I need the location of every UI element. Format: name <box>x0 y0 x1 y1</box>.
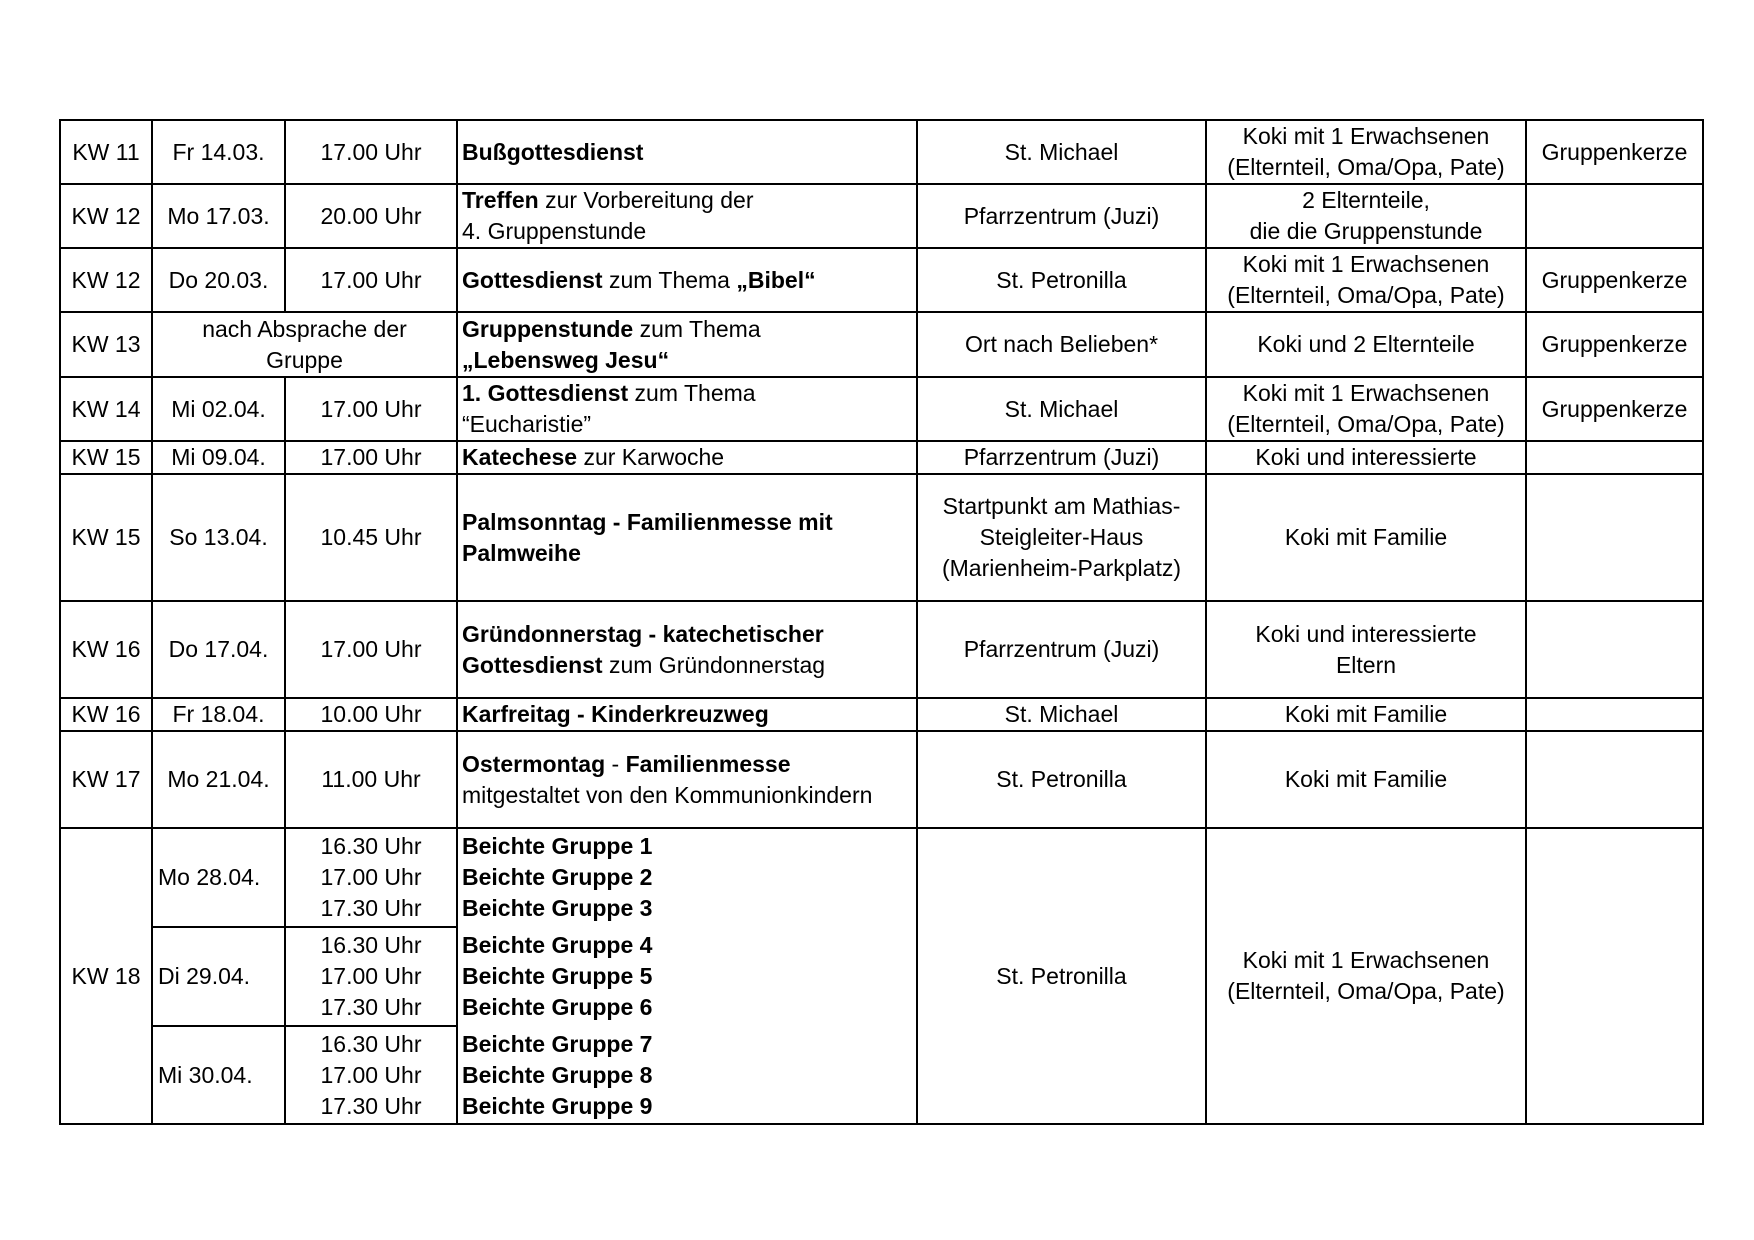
date-cell: Di 29.04. <box>152 927 285 1026</box>
location-cell: Ort nach Belieben* <box>917 312 1206 377</box>
event-text-segment: zum Thema <box>602 266 737 293</box>
week-cell: KW 12 <box>60 248 152 312</box>
time-slot: 16.30 Uhr <box>320 1030 422 1057</box>
event-cell <box>457 698 917 731</box>
week-cell: KW 15 <box>60 441 152 474</box>
week-cell: KW 12 <box>60 184 152 248</box>
participants-cell: 2 Elternteile, die die Gruppenstunde <box>1206 184 1526 248</box>
schedule-row <box>60 248 1703 312</box>
date-cell: Fr 14.03. <box>152 120 285 184</box>
time-list <box>285 1026 457 1124</box>
event-cell <box>457 184 917 248</box>
location-cell: St. Michael <box>917 698 1206 731</box>
beichte-group: Beichte Gruppe 4 <box>462 931 653 958</box>
beichte-group: Beichte Gruppe 7 <box>462 1030 653 1057</box>
participants-cell: Koki mit 1 Erwachsenen (Elternteil, Oma/Opa, Pate) <box>1206 377 1526 441</box>
date-cell: So 13.04. <box>152 474 285 601</box>
location-cell: Pfarrzentrum (Juzi) <box>917 601 1206 698</box>
time-cell: 10.00 Uhr <box>285 698 457 731</box>
location-cell: St. Petronilla <box>917 731 1206 828</box>
time-slot: 16.30 Uhr <box>320 833 422 859</box>
event-cell <box>457 474 917 601</box>
date-cell: Mo 21.04. <box>152 731 285 828</box>
participants-cell: Koki und 2 Elternteile <box>1206 312 1526 377</box>
date-cell: Mi 09.04. <box>152 441 285 474</box>
date-cell: Do 20.03. <box>152 248 285 312</box>
week-cell: KW 11 <box>60 120 152 184</box>
extra-cell <box>1526 731 1703 828</box>
location-cell: Startpunkt am Mathias- Steigleiter-Haus (Marienheim-Parkplatz) <box>917 474 1206 601</box>
date-cell: Mo 17.03. <box>152 184 285 248</box>
event-text-segment: Gründonnerstag - katechetischer Gottesdienst <box>462 620 824 678</box>
date-cell: Mi 02.04. <box>152 377 285 441</box>
event-text-segment: Ostermontag <box>462 750 606 777</box>
extra-cell <box>1526 828 1703 1124</box>
schedule-row <box>60 698 1703 731</box>
event-cell <box>457 312 917 377</box>
beichte-group: Beichte Gruppe 6 <box>462 993 653 1020</box>
week-cell: KW 16 <box>60 601 152 698</box>
participants-cell: Koki mit Familie <box>1206 698 1526 731</box>
time-slot: 17.00 Uhr <box>320 963 422 989</box>
schedule-row <box>60 601 1703 698</box>
event-text-segment: Gottesdienst <box>462 266 603 293</box>
event-cell <box>457 377 917 441</box>
event-text-segment: „Lebensweg Jesu“ <box>462 346 670 373</box>
week-cell: KW 15 <box>60 474 152 601</box>
time-slot: 17.30 Uhr <box>320 895 422 921</box>
time-cell: 17.00 Uhr <box>285 120 457 184</box>
week-cell: KW 14 <box>60 377 152 441</box>
event-text-segment: Treffen <box>462 187 539 213</box>
week-cell: KW 18 <box>60 828 152 1124</box>
time-cell: 20.00 Uhr <box>285 184 457 248</box>
participants-cell: Koki mit 1 Erwachsenen (Elternteil, Oma/Opa, Pate) <box>1206 120 1526 184</box>
date-cell: Fr 18.04. <box>152 698 285 731</box>
extra-cell <box>1526 441 1703 474</box>
beichte-group: Beichte Gruppe 3 <box>462 894 653 921</box>
schedule-row <box>60 474 1703 601</box>
time-cell: 17.00 Uhr <box>285 248 457 312</box>
event-text-segment: Familienmesse <box>625 750 791 777</box>
participants-cell: Koki mit Familie <box>1206 731 1526 828</box>
time-list <box>285 927 457 1026</box>
time-cell: 17.00 Uhr <box>285 377 457 441</box>
participants-cell: Koki mit 1 Erwachsenen (Elternteil, Oma/Opa, Pate) <box>1206 248 1526 312</box>
event-text-segment: Palmsonntag - Familienmesse mit Palmweihe <box>462 508 833 566</box>
event-text-segment: zur Vorbereitung der 4. Gruppenstunde <box>462 187 754 244</box>
week-cell: KW 16 <box>60 698 152 731</box>
extra-cell <box>1526 184 1703 248</box>
location-cell: St. Michael <box>917 377 1206 441</box>
location-cell: St. Petronilla <box>917 248 1206 312</box>
extra-cell <box>1526 698 1703 731</box>
event-cell <box>457 731 917 828</box>
week-cell: KW 17 <box>60 731 152 828</box>
extra-cell: Gruppenkerze <box>1526 312 1703 377</box>
event-text-segment: zur Karwoche <box>577 444 725 470</box>
extra-cell <box>1526 474 1703 601</box>
time-cell: 10.45 Uhr <box>285 474 457 601</box>
event-text-segment: zum Gründonnerstag <box>602 651 826 678</box>
time-slot: 17.00 Uhr <box>320 1061 422 1088</box>
event-text-segment: Karfreitag - Kinderkreuzweg <box>462 701 769 727</box>
event-cell <box>457 601 917 698</box>
participants-cell: Koki mit 1 Erwachsenen (Elternteil, Oma/Opa, Pate) <box>1206 828 1526 1124</box>
beichte-group: Beichte Gruppe 1 <box>462 832 653 859</box>
schedule-row <box>60 120 1703 184</box>
time-slot: 17.30 Uhr <box>320 1092 422 1119</box>
event-cell <box>457 248 917 312</box>
date-cell: Mi 30.04. <box>152 1026 285 1124</box>
event-text-segment: - <box>605 750 626 777</box>
participants-cell: Koki mit Familie <box>1206 474 1526 601</box>
schedule-row <box>60 731 1703 828</box>
time-cell: 17.00 Uhr <box>285 441 457 474</box>
location-cell: St. Michael <box>917 120 1206 184</box>
time-slot: 17.00 Uhr <box>320 864 422 890</box>
participants-cell: Koki und interessierte <box>1206 441 1526 474</box>
time-slot: 17.30 Uhr <box>320 994 422 1020</box>
beichte-group: Beichte Gruppe 8 <box>462 1061 653 1088</box>
event-text-segment: 1. Gottesdienst <box>462 380 629 406</box>
beichte-group: Beichte Gruppe 9 <box>462 1092 653 1119</box>
date-cell: Do 17.04. <box>152 601 285 698</box>
schedule-row <box>60 377 1703 441</box>
time-list <box>285 828 457 927</box>
event-text-segment: Bußgottesdienst <box>462 138 644 165</box>
date-cell: Mo 28.04. <box>152 828 285 927</box>
date-time-note: nach Absprache der Gruppe <box>152 312 457 377</box>
beichte-groups <box>457 828 917 1124</box>
time-cell: 11.00 Uhr <box>285 731 457 828</box>
event-text-segment: Katechese <box>462 444 578 470</box>
event-cell <box>457 441 917 474</box>
schedule-row <box>60 312 1703 377</box>
schedule-row <box>60 184 1703 248</box>
location-cell: Pfarrzentrum (Juzi) <box>917 441 1206 474</box>
schedule-table <box>59 119 1704 1125</box>
week-cell: KW 13 <box>60 312 152 377</box>
schedule-row <box>60 441 1703 474</box>
extra-cell: Gruppenkerze <box>1526 120 1703 184</box>
time-slot: 16.30 Uhr <box>320 932 422 958</box>
event-text-segment: „Bibel“ <box>736 266 816 293</box>
extra-cell: Gruppenkerze <box>1526 377 1703 441</box>
beichte-group: Beichte Gruppe 5 <box>462 962 653 989</box>
extra-cell <box>1526 601 1703 698</box>
extra-cell: Gruppenkerze <box>1526 248 1703 312</box>
event-text-segment: zum Thema <box>633 315 761 342</box>
event-text-segment: zum Thema “Eucharistie” <box>462 380 756 437</box>
event-text-segment: Gruppenstunde <box>462 315 634 342</box>
beichte-row <box>60 828 1703 927</box>
location-cell: St. Petronilla <box>917 828 1206 1124</box>
time-cell: 17.00 Uhr <box>285 601 457 698</box>
event-text-segment: mitgestaltet von den Kommunionkindern <box>462 781 873 808</box>
event-cell <box>457 120 917 184</box>
location-cell: Pfarrzentrum (Juzi) <box>917 184 1206 248</box>
participants-cell: Koki und interessierte Eltern <box>1206 601 1526 698</box>
beichte-group: Beichte Gruppe 2 <box>462 863 653 890</box>
